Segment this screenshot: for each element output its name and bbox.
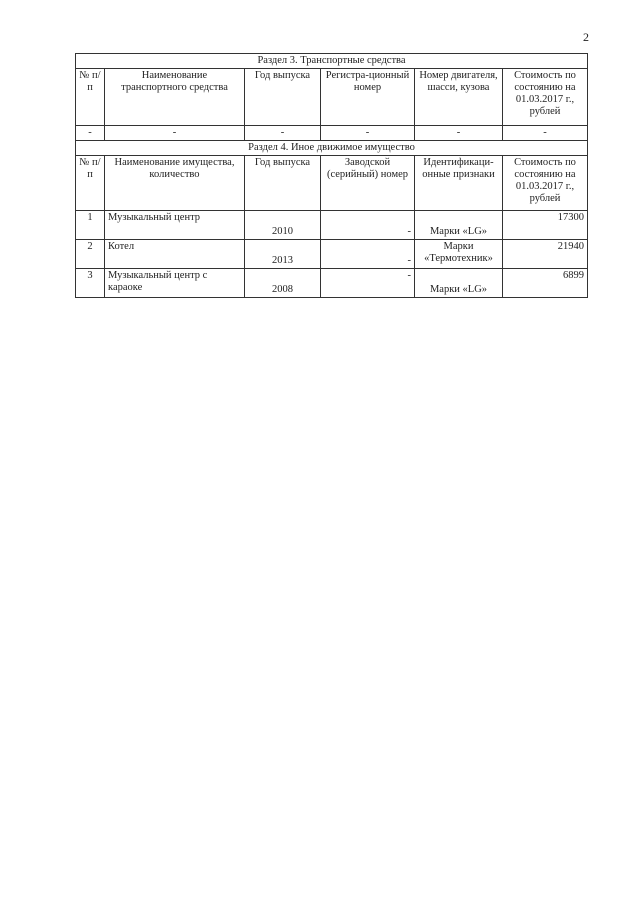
row-ident: Марки «LG» xyxy=(415,211,503,240)
row-name: Музыкальный центр с караоке xyxy=(105,269,245,298)
section4-title-row xyxy=(76,141,588,156)
row-cost: 17300 xyxy=(503,211,588,240)
row-name: Музыкальный центр xyxy=(105,211,245,240)
s4-header-num: № п/п xyxy=(76,156,105,211)
row-ident: Марки «LG» xyxy=(415,269,503,298)
property-table xyxy=(75,53,588,298)
section4-title: Раздел 4. Иное движимое имущество xyxy=(76,141,588,156)
row-year: 2010 xyxy=(245,211,321,240)
s3-header-year: Год выпуска xyxy=(245,69,321,126)
row-serial: - xyxy=(321,211,415,240)
row-num: 2 xyxy=(76,240,105,269)
row-name: Котел xyxy=(105,240,245,269)
row-year: 2008 xyxy=(245,269,321,298)
row-serial: - xyxy=(321,240,415,269)
row-cost: 21940 xyxy=(503,240,588,269)
s3-header-num: № п/п xyxy=(76,69,105,126)
table-row xyxy=(76,269,588,298)
row-year: 2013 xyxy=(245,240,321,269)
row-num: 3 xyxy=(76,269,105,298)
page-number: 2 xyxy=(583,30,589,44)
s4-header-cost: Стоимость по состоянию на 01.03.2017 г., рублей xyxy=(503,156,588,211)
s3-cell: - xyxy=(105,126,245,141)
s3-cell: - xyxy=(503,126,588,141)
s3-header-cost: Стоимость по состоянию на 01.03.2017 г., рублей xyxy=(503,69,588,126)
section3-data-row xyxy=(76,126,588,141)
section3-title-row xyxy=(76,54,588,69)
s3-header-engine: Номер двигателя, шасси, кузова xyxy=(415,69,503,126)
s3-cell: - xyxy=(76,126,105,141)
s4-header-ident: Идентификаци-онные признаки xyxy=(415,156,503,211)
s3-header-name: Наименование транспортного средства xyxy=(105,69,245,126)
section4-header-row xyxy=(76,156,588,211)
row-num: 1 xyxy=(76,211,105,240)
row-cost: 6899 xyxy=(503,269,588,298)
s3-cell: - xyxy=(245,126,321,141)
s3-header-reg: Регистра-ционный номер xyxy=(321,69,415,126)
s4-header-serial: Заводской (серийный) номер xyxy=(321,156,415,211)
row-serial: - xyxy=(321,269,415,298)
s3-cell: - xyxy=(321,126,415,141)
s4-header-name: Наименование имущества, количество xyxy=(105,156,245,211)
section3-header-row xyxy=(76,69,588,126)
s3-cell: - xyxy=(415,126,503,141)
row-ident: Марки «Термотехник» xyxy=(415,240,503,269)
section3-title: Раздел 3. Транспортные средства xyxy=(76,54,588,69)
s4-header-year: Год выпуска xyxy=(245,156,321,211)
table-row xyxy=(76,240,588,269)
table-row xyxy=(76,211,588,240)
